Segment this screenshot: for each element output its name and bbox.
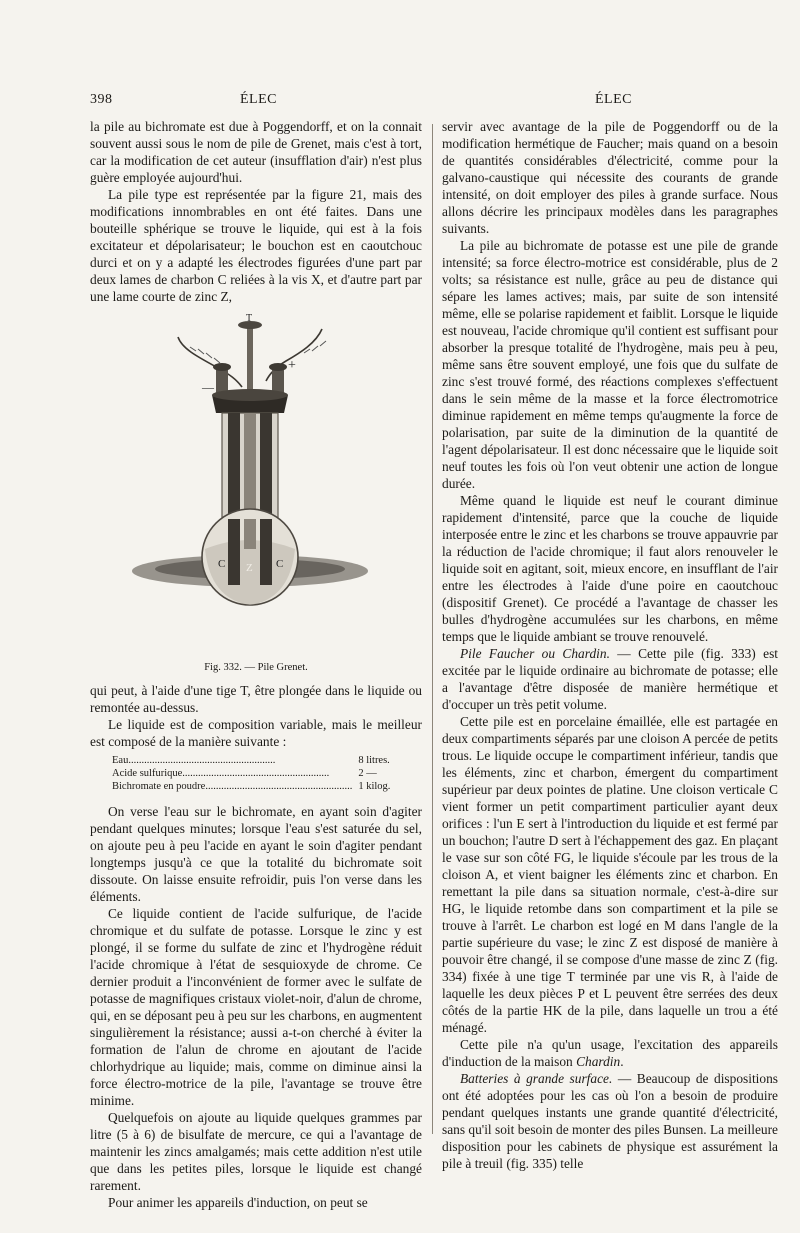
paragraph: Quelquefois on ajoute au liquide quelques grammes par litre (5 à 6) de bisulfate de mercure, ce qui a l'avantage de maintenir les zincs amalgamés; mais cette addition n'est utile que dans les petites piles, lorsque le liquide est changé rarement. [90,1110,422,1193]
table-row [112,767,412,780]
paragraph: Le liquide est de composition variable, mais le meilleur est composé de la manière suivante : [90,717,422,749]
right-column [442,118,778,1172]
maker-name: Chardin [576,1054,621,1069]
figure-label-c-right: C [276,558,284,570]
paragraph: servir avec avantage de la pile de Poggendorff ou de la modification hermétique de Faucher; mais quand on a besoin de quantités considérables d'électricité, comme pour la galvano-caustique qui nécessite des courants de grande intensité, on doit employer des piles à grande surface. Nous allons décrire les principaux modèles dans les paragraphes suivants. [442,119,778,236]
composition-name: Bichromate en poudre........................................................ [112,781,353,792]
paragraph: La pile au bichromate de potasse est une pile de grande intensité; sa force électro-motrice est considérable, plus de 2 volts; sa résistance est nulle, grâce au peu de distance qui sépare les lames actives; mais, par suite de son intensité même, elle se polarise rapidement et faiblit. Lorsque le liquide est nouveau, l'acide chromique qu'il contient est suffisant pour absorber la presque totalité de l'hydrogène, mais peu à peu, même sans être souvent employé, une fois que du sulfate de zinc s'est trouvé formé, des réactions complexes s'effectuent dans le sein même de la masse et la force électromotrice diminue rapidement en même temps qu'augmente la force de polarisation, par suite de la diminution de la quantité de l'agent dépolarisateur. Il est donc nécessaire que le liquide soit neuf toutes les fois où l'on veut obtenir une action de longue durée. [442,238,778,491]
paragraph: qui peut, à l'aide d'une tige T, être plongée dans le liquide ou remontée au-dessus. [90,683,422,715]
column-divider [432,124,433,1134]
running-header [0,92,800,116]
paragraph: Pile Faucher ou Chardin. — Cette pile (fig. 333) est excitée par le liquide ordinaire au bichromate de potasse; elle a l'avantage d'être disposée de manière hermétique et d'occuper un très petit volume. [442,646,778,712]
paragraph: On verse l'eau sur le bichromate, en ayant soin d'agiter pendant quelques minutes; lorsque l'eau s'est saturée du sel, on ajoute peu à peu l'acide en ayant le soin d'agiter pendant longtemps jusqu'à ce que la totalité du bichromate soit dissoute. On laisse ensuite refroidir, puis l'on verse dans les éléments. [90,804,422,904]
left-header-title: ÉLEC [240,92,277,107]
table-row [112,780,412,793]
section-title-faucher: Pile Faucher ou Chardin. [460,646,610,661]
composition-qty: 8 litres. [358,755,390,766]
paragraph: Pour animer les appareils d'induction, on peut se [108,1195,368,1210]
composition-qty: 2 — [358,768,377,779]
composition-name: Acide sulfurique........................................................ [112,768,330,779]
figure-label-z: Z [246,562,253,574]
section-title-batteries: Batteries à grande surface. [460,1071,613,1086]
figure-label-minus: — [202,380,214,394]
paragraph: Batteries à grande surface. — Beaucoup de dispositions ont été adoptées pour les cas où l'on a besoin de produire pendant quelques instants une grande quantité d'électricité, sans qu'il soit besoin de monter des piles Bunsen. La meilleure disposition pour les cabinets de physique est assurément la pile à treuil (fig. 335) telle [442,1071,779,1171]
composition-table [112,754,412,793]
paragraph: Ce liquide contient de l'acide sulfurique, de l'acide chromique et du sulfate de potasse. Lorsque le zinc y est plongé, il se forme du sulfate de zinc et l'hydrogène réduit l'acide chromique à l'état de sesquioxyde de chrome. Ce dernier produit a l'inconvénient de former avec le sulfate de potasse de magnifiques cristaux violet-noir, d'alun de chrome, qui, en se déposant peu à peu sur les charbons, en augmentent singulièrement la résistance; aussi a-t-on cherché à éviter la formation de l'alun de chrome en ajoutant de l'acide chlorhydrique au liquide; mais, comme on diminue ainsi la force électro-motrice de la pile, l'avantage se trouve être minime. [90,906,422,1108]
paragraph: la pile au bichromate est due à Poggendorff, et on la connait souvent aussi sous le nom de pile de Grenet, mais c'est à tort, car la modification de cet auteur (insufflation d'air) n'est plus guère employée aujourd'hui. [90,119,422,185]
composition-name: Eau........................................................ [112,755,276,766]
figure-pile-grenet [90,309,422,657]
table-row [112,754,412,767]
pile-grenet-illustration [90,309,422,657]
paragraph: Même quand le liquide est neuf le courant diminue rapidement d'intensité, parce que la couche de liquide interposée entre le zinc et les charbons se trouve appauvrie par la réduction de l'acide chromique; il faut alors renouveler le liquide soit en agitant, soit, mieux encore, en insufflant de l'air entre les électrodes à l'aide d'une poire en caoutchouc (dispositif Grenet). Ce procédé a l'avantage de chasser les bulles d'hydrogène accumulées sur les charbons, en même temps que le liquide ambiant se trouve renouvelé. [442,493,778,644]
paragraph: Cette pile n'a qu'un usage, l'excitation des appareils d'induction de la maison Chardin. [442,1037,778,1069]
paragraph: La pile type est représentée par la figure 21, mais des modifications innombrables en ont été faites. Dans une bouteille sphérique se trouve le liquide, qui est à la fois excitateur et dépolarisateur; le bouchon est en caoutchouc durci et on y a adapté les électrodes figurées d'une part par deux lames de charbon C reliées à la vis X, et d'autre part par une lame courte de zinc Z, [90,187,422,304]
page-number: 398 [90,92,113,107]
figure-label-plus: + [288,358,296,373]
figure-caption: Fig. 332. — Pile Grenet. [204,662,308,673]
right-header-title: ÉLEC [595,92,632,107]
figure-label-t: T [246,313,253,324]
figure-label-c-left: C [218,558,226,570]
composition-qty: 1 kilog. [358,781,391,792]
left-column [90,118,422,1211]
paragraph: Cette pile est en porcelaine émaillée, elle est partagée en deux compartiments séparés par une cloison A percée de petits trous. Le liquide occupe le compartiment inférieur, tandis que les éléments, zinc et charbon, émergent du compartiment supérieur par deux pointes de platine. Une cloison verticale C vient former un petit compartiment particulier ayant deux orifices : l'un E sert à l'introduction du liquide et est fermé par un bouchon; l'autre D sert à l'échappement des gaz. En plaçant le vase sur son côté FG, le liquide s'écoule par les trous de la cloison A, et vient baigner les éléments zinc et charbon. En remettant la pile dans sa situation normale, c'est-à-dire sur HG, le liquide retombe dans son compartiment et la pile se trouve à l'arrêt. Le charbon est logé en M dans l'angle de la partie supérieure du vase; le zinc Z est disposé de manière à pouvoir être changé, il se compose d'une masse de zinc Z (fig. 334) fixée à une tige T terminée par une vis R, à l'aide de laquelle les deux pièces P et L peuvent être serrées des deux côtés de la partie HK de la pile, dans laquelle un trou a été ménagé. [442,714,778,1035]
